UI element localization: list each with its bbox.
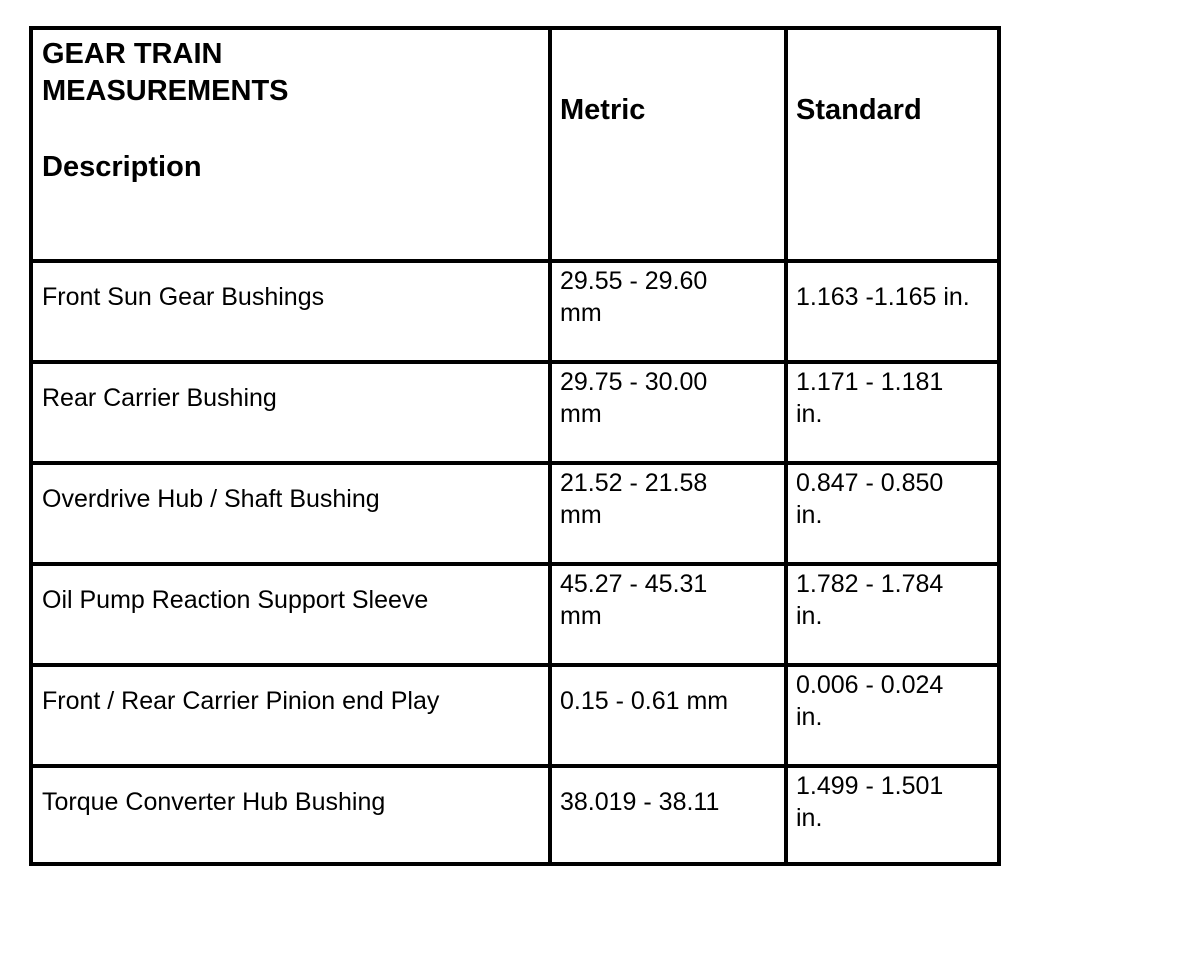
header-metric: Metric [560, 94, 646, 126]
standard-cell [784, 768, 997, 862]
metric-line1: 38.019 - 38.11 [560, 788, 720, 816]
row-standard [796, 669, 943, 733]
metric-line1: 0.15 - 0.61 mm [560, 687, 729, 715]
header-standard: Standard [796, 94, 922, 126]
row-description: Overdrive Hub / Shaft Bushing [42, 485, 380, 513]
standard-cell [784, 263, 997, 360]
gear-train-table [29, 26, 1001, 866]
standard-cell [784, 566, 997, 663]
table-row [33, 764, 997, 862]
table-row [33, 562, 997, 663]
standard-line1: 1.499 - 1.501 [796, 772, 944, 800]
row-standard [796, 568, 943, 632]
standard-line2: in. [796, 501, 823, 529]
row-metric [560, 568, 707, 632]
metric-cell [548, 263, 784, 360]
row-description: Front Sun Gear Bushings [42, 283, 325, 311]
standard-cell [784, 465, 997, 562]
row-standard [796, 281, 970, 313]
table-title-line2: MEASUREMENTS [42, 75, 289, 107]
standard-cell [784, 667, 997, 764]
metric-cell [548, 566, 784, 663]
table-row [33, 360, 997, 461]
standard-line2: in. [796, 400, 823, 428]
row-metric [560, 366, 707, 430]
header-metric-cell [548, 30, 784, 259]
row-standard [796, 770, 943, 834]
row-description: Torque Converter Hub Bushing [42, 788, 386, 816]
row-standard [796, 467, 943, 531]
table-header-row [33, 30, 997, 259]
metric-line1: 29.55 - 29.60 [560, 267, 708, 295]
description-cell [33, 768, 548, 862]
header-standard-cell [784, 30, 997, 259]
table-title-line1: GEAR TRAIN [42, 38, 223, 70]
description-cell [33, 465, 548, 562]
standard-line2: in. [796, 804, 823, 832]
description-cell [33, 667, 548, 764]
table-title [42, 36, 289, 110]
metric-cell [548, 768, 784, 862]
row-metric [560, 265, 707, 329]
row-description: Front / Rear Carrier Pinion end Play [42, 687, 440, 715]
description-cell [33, 566, 548, 663]
description-cell [33, 364, 548, 461]
standard-line2: in. [796, 602, 823, 630]
description-cell [33, 263, 548, 360]
row-metric [560, 467, 707, 531]
standard-line1: 1.171 - 1.181 [796, 368, 944, 396]
metric-line1: 29.75 - 30.00 [560, 368, 708, 396]
metric-line1: 21.52 - 21.58 [560, 469, 708, 497]
table-row [33, 663, 997, 764]
row-metric [560, 786, 719, 818]
standard-cell [784, 364, 997, 461]
metric-cell [548, 667, 784, 764]
standard-line1: 0.006 - 0.024 [796, 671, 944, 699]
standard-line1: 1.163 -1.165 in. [796, 283, 970, 311]
metric-line2: mm [560, 602, 602, 630]
row-metric [560, 685, 728, 717]
metric-line1: 45.27 - 45.31 [560, 570, 708, 598]
header-description: Description [42, 151, 202, 183]
standard-line1: 0.847 - 0.850 [796, 469, 944, 497]
table-row [33, 461, 997, 562]
table-row [33, 259, 997, 360]
metric-cell [548, 364, 784, 461]
metric-line2: mm [560, 299, 602, 327]
row-description: Oil Pump Reaction Support Sleeve [42, 586, 429, 614]
metric-line2: mm [560, 501, 602, 529]
metric-line2: mm [560, 400, 602, 428]
row-standard [796, 366, 943, 430]
metric-cell [548, 465, 784, 562]
row-description: Rear Carrier Bushing [42, 384, 277, 412]
standard-line1: 1.782 - 1.784 [796, 570, 944, 598]
standard-line2: in. [796, 703, 823, 731]
header-description-cell [33, 30, 548, 259]
